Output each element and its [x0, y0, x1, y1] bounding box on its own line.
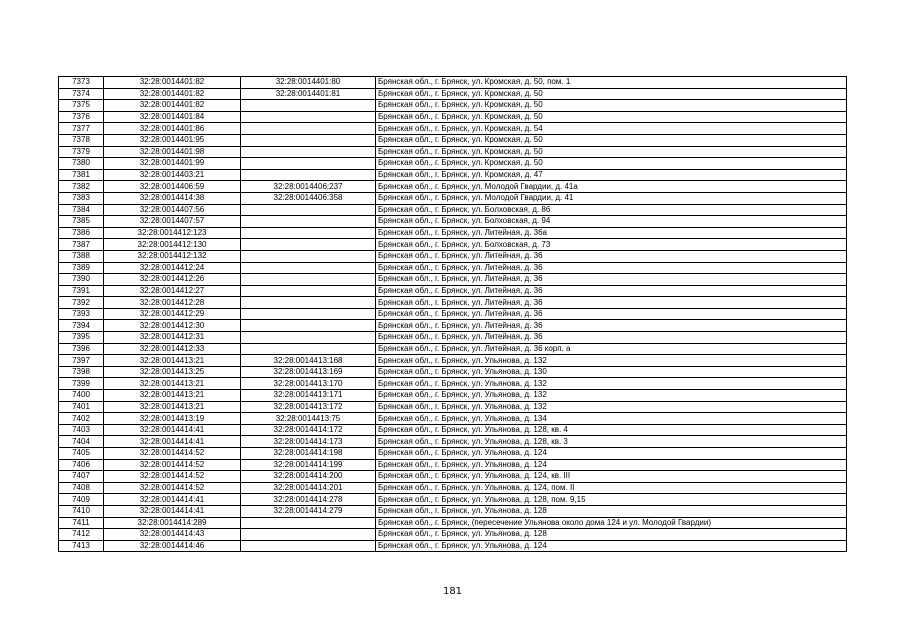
cadastral-number-cell: 32:28:0014412:123 [104, 227, 241, 239]
address-cell: Брянская обл., г. Брянск, ул. Кромская, д. 47 [376, 169, 847, 181]
table-row [59, 494, 847, 506]
sub-cadastral-number-cell: 32:28:0014406:358 [241, 192, 376, 204]
sub-cadastral-number-cell: 32:28:0014414:173 [241, 436, 376, 448]
sub-cadastral-number-cell: 32:28:0014414:201 [241, 482, 376, 494]
table-row [59, 459, 847, 471]
registry-table-body [59, 77, 847, 552]
table-row [59, 320, 847, 332]
address-cell: Брянская обл., г. Брянск, ул. Кромская, д. 50 [376, 111, 847, 123]
cadastral-number-cell: 32:28:0014414:38 [104, 192, 241, 204]
table-row [59, 390, 847, 402]
cadastral-number-cell: 32:28:0014413:21 [104, 390, 241, 402]
sub-cadastral-number-cell: 32:28:0014413:75 [241, 413, 376, 425]
sub-cadastral-number-cell [241, 332, 376, 344]
address-cell: Брянская обл., г. Брянск, ул. Ульянова, д. 128 [376, 505, 847, 517]
cadastral-number-cell: 32:28:0014412:130 [104, 239, 241, 251]
table-row [59, 123, 847, 135]
table-row [59, 448, 847, 460]
sub-cadastral-number-cell [241, 343, 376, 355]
table-row [59, 285, 847, 297]
table-row [59, 111, 847, 123]
address-cell: Брянская обл., г. Брянск, ул. Ульянова, д. 124, пом. II [376, 482, 847, 494]
row-number-cell: 7404 [59, 436, 104, 448]
row-number-cell: 7401 [59, 401, 104, 413]
sub-cadastral-number-cell: 32:28:0014401:80 [241, 77, 376, 89]
address-cell: Брянская обл., г. Брянск, ул. Литейная, д. 36 [376, 297, 847, 309]
row-number-cell: 7400 [59, 390, 104, 402]
address-cell: Брянская обл., г. Брянск, ул. Литейная, д. 36а [376, 227, 847, 239]
cadastral-number-cell: 32:28:0014401:82 [104, 100, 241, 112]
sub-cadastral-number-cell: 32:28:0014413:170 [241, 378, 376, 390]
cadastral-number-cell: 32:28:0014414:41 [104, 494, 241, 506]
table-row [59, 355, 847, 367]
address-cell: Брянская обл., г. Брянск, ул. Ульянова, д. 124 [376, 459, 847, 471]
row-number-cell: 7405 [59, 448, 104, 460]
sub-cadastral-number-cell [241, 216, 376, 228]
cadastral-number-cell: 32:28:0014414:52 [104, 482, 241, 494]
row-number-cell: 7386 [59, 227, 104, 239]
registry-table [58, 76, 847, 552]
table-row [59, 297, 847, 309]
sub-cadastral-number-cell: 32:28:0014413:172 [241, 401, 376, 413]
cadastral-number-cell: 32:28:0014413:25 [104, 366, 241, 378]
table-row [59, 192, 847, 204]
row-number-cell: 7394 [59, 320, 104, 332]
row-number-cell: 7382 [59, 181, 104, 193]
address-cell: Брянская обл., г. Брянск, ул. Ульянова, д. 124 [376, 448, 847, 460]
address-cell: Брянская обл., г. Брянск, (пересечение Ульянова около дома 124 и ул. Молодой Гвардии) [376, 517, 847, 529]
address-cell: Брянская обл., г. Брянск, ул. Ульянова, д. 128, кв. 3 [376, 436, 847, 448]
sub-cadastral-number-cell [241, 285, 376, 297]
cadastral-number-cell: 32:28:0014414:41 [104, 505, 241, 517]
address-cell: Брянская обл., г. Брянск, ул. Ульянова, д. 124 [376, 540, 847, 552]
cadastral-number-cell: 32:28:0014401:82 [104, 88, 241, 100]
address-cell: Брянская обл., г. Брянск, ул. Ульянова, д. 132 [376, 355, 847, 367]
row-number-cell: 7376 [59, 111, 104, 123]
sub-cadastral-number-cell: 32:28:0014414:279 [241, 505, 376, 517]
table-row [59, 332, 847, 344]
table-row [59, 471, 847, 483]
address-cell: Брянская обл., г. Брянск, ул. Литейная, д. 36 [376, 285, 847, 297]
table-row [59, 505, 847, 517]
address-cell: Брянская обл., г. Брянск, ул. Кромская, д. 50 [376, 146, 847, 158]
row-number-cell: 7390 [59, 274, 104, 286]
table-row [59, 262, 847, 274]
cadastral-number-cell: 32:28:0014401:98 [104, 146, 241, 158]
address-cell: Брянская обл., г. Брянск, ул. Кромская, д. 50 [376, 134, 847, 146]
address-cell: Брянская обл., г. Брянск, ул. Литейная, д. 36 [376, 274, 847, 286]
sub-cadastral-number-cell [241, 146, 376, 158]
row-number-cell: 7411 [59, 517, 104, 529]
table-row [59, 401, 847, 413]
address-cell: Брянская обл., г. Брянск, ул. Литейная, д. 36 корп. а [376, 343, 847, 355]
cadastral-number-cell: 32:28:0014401:84 [104, 111, 241, 123]
table-row [59, 482, 847, 494]
sub-cadastral-number-cell: 32:28:0014413:169 [241, 366, 376, 378]
row-number-cell: 7399 [59, 378, 104, 390]
row-number-cell: 7393 [59, 308, 104, 320]
sub-cadastral-number-cell [241, 123, 376, 135]
row-number-cell: 7378 [59, 134, 104, 146]
address-cell: Брянская обл., г. Брянск, ул. Ульянова, д. 128 [376, 529, 847, 541]
cadastral-number-cell: 32:28:0014401:99 [104, 158, 241, 170]
cadastral-number-cell: 32:28:0014407:56 [104, 204, 241, 216]
sub-cadastral-number-cell: 32:28:0014413:168 [241, 355, 376, 367]
table-row [59, 343, 847, 355]
address-cell: Брянская обл., г. Брянск, ул. Молодой Гвардии, д. 41 [376, 192, 847, 204]
table-row [59, 529, 847, 541]
address-cell: Брянская обл., г. Брянск, ул. Литейная, д. 36 [376, 332, 847, 344]
row-number-cell: 7412 [59, 529, 104, 541]
cadastral-number-cell: 32:28:0014412:29 [104, 308, 241, 320]
cadastral-number-cell: 32:28:0014412:24 [104, 262, 241, 274]
sub-cadastral-number-cell [241, 262, 376, 274]
address-cell: Брянская обл., г. Брянск, ул. Болховская, д. 86 [376, 204, 847, 216]
row-number-cell: 7379 [59, 146, 104, 158]
address-cell: Брянская обл., г. Брянск, ул. Ульянова, д. 130 [376, 366, 847, 378]
cadastral-number-cell: 32:28:0014401:86 [104, 123, 241, 135]
row-number-cell: 7392 [59, 297, 104, 309]
table-row [59, 366, 847, 378]
row-number-cell: 7406 [59, 459, 104, 471]
table-row [59, 204, 847, 216]
sub-cadastral-number-cell [241, 204, 376, 216]
row-number-cell: 7373 [59, 77, 104, 89]
table-row [59, 216, 847, 228]
sub-cadastral-number-cell [241, 239, 376, 251]
row-number-cell: 7408 [59, 482, 104, 494]
row-number-cell: 7381 [59, 169, 104, 181]
row-number-cell: 7397 [59, 355, 104, 367]
row-number-cell: 7383 [59, 192, 104, 204]
cadastral-number-cell: 32:28:0014413:21 [104, 355, 241, 367]
row-number-cell: 7387 [59, 239, 104, 251]
sub-cadastral-number-cell: 32:28:0014414:198 [241, 448, 376, 460]
row-number-cell: 7395 [59, 332, 104, 344]
sub-cadastral-number-cell [241, 320, 376, 332]
row-number-cell: 7375 [59, 100, 104, 112]
cadastral-number-cell: 32:28:0014414:43 [104, 529, 241, 541]
address-cell: Брянская обл., г. Брянск, ул. Литейная, д. 36 [376, 250, 847, 262]
address-cell: Брянская обл., г. Брянск, ул. Кромская, д. 50 [376, 158, 847, 170]
row-number-cell: 7398 [59, 366, 104, 378]
address-cell: Брянская обл., г. Брянск, ул. Болховская, д. 94 [376, 216, 847, 228]
sub-cadastral-number-cell: 32:28:0014406:237 [241, 181, 376, 193]
address-cell: Брянская обл., г. Брянск, ул. Ульянова, д. 132 [376, 401, 847, 413]
sub-cadastral-number-cell: 32:28:0014414:200 [241, 471, 376, 483]
table-row [59, 100, 847, 112]
address-cell: Брянская обл., г. Брянск, ул. Болховская, д. 73 [376, 239, 847, 251]
sub-cadastral-number-cell [241, 134, 376, 146]
table-row [59, 77, 847, 89]
cadastral-number-cell: 32:28:0014412:33 [104, 343, 241, 355]
cadastral-number-cell: 32:28:0014414:41 [104, 424, 241, 436]
cadastral-number-cell: 32:28:0014412:30 [104, 320, 241, 332]
table-row [59, 146, 847, 158]
address-cell: Брянская обл., г. Брянск, ул. Ульянова, д. 132 [376, 378, 847, 390]
cadastral-number-cell: 32:28:0014412:26 [104, 274, 241, 286]
sub-cadastral-number-cell: 32:28:0014414:172 [241, 424, 376, 436]
row-number-cell: 7402 [59, 413, 104, 425]
row-number-cell: 7385 [59, 216, 104, 228]
sub-cadastral-number-cell [241, 169, 376, 181]
sub-cadastral-number-cell [241, 111, 376, 123]
row-number-cell: 7380 [59, 158, 104, 170]
address-cell: Брянская обл., г. Брянск, ул. Молодой Гвардии, д. 41а [376, 181, 847, 193]
cadastral-number-cell: 32:28:0014414:46 [104, 540, 241, 552]
table-row [59, 158, 847, 170]
row-number-cell: 7384 [59, 204, 104, 216]
table-row [59, 378, 847, 390]
table-row [59, 134, 847, 146]
address-cell: Брянская обл., г. Брянск, ул. Ульянова, д. 128, пом. 9,15 [376, 494, 847, 506]
cadastral-number-cell: 32:28:0014401:95 [104, 134, 241, 146]
cadastral-number-cell: 32:28:0014407:57 [104, 216, 241, 228]
row-number-cell: 7409 [59, 494, 104, 506]
address-cell: Брянская обл., г. Брянск, ул. Кромская, д. 54 [376, 123, 847, 135]
row-number-cell: 7410 [59, 505, 104, 517]
table-row [59, 517, 847, 529]
sub-cadastral-number-cell: 32:28:0014414:199 [241, 459, 376, 471]
row-number-cell: 7396 [59, 343, 104, 355]
table-row [59, 424, 847, 436]
cadastral-number-cell: 32:28:0014414:289 [104, 517, 241, 529]
cadastral-number-cell: 32:28:0014412:27 [104, 285, 241, 297]
row-number-cell: 7388 [59, 250, 104, 262]
row-number-cell: 7391 [59, 285, 104, 297]
row-number-cell: 7413 [59, 540, 104, 552]
sub-cadastral-number-cell [241, 274, 376, 286]
cadastral-number-cell: 32:28:0014401:82 [104, 77, 241, 89]
sub-cadastral-number-cell [241, 100, 376, 112]
address-cell: Брянская обл., г. Брянск, ул. Ульянова, д. 128, кв. 4 [376, 424, 847, 436]
row-number-cell: 7389 [59, 262, 104, 274]
cadastral-number-cell: 32:28:0014413:19 [104, 413, 241, 425]
address-cell: Брянская обл., г. Брянск, ул. Литейная, д. 36 [376, 262, 847, 274]
sub-cadastral-number-cell [241, 227, 376, 239]
sub-cadastral-number-cell [241, 250, 376, 262]
page-number: 181 [442, 586, 463, 597]
address-cell: Брянская обл., г. Брянск, ул. Ульянова, д. 134 [376, 413, 847, 425]
table-row [59, 436, 847, 448]
sub-cadastral-number-cell: 32:28:0014414:278 [241, 494, 376, 506]
row-number-cell: 7403 [59, 424, 104, 436]
row-number-cell: 7374 [59, 88, 104, 100]
table-row [59, 308, 847, 320]
table-row [59, 88, 847, 100]
sub-cadastral-number-cell: 32:28:0014413:171 [241, 390, 376, 402]
cadastral-number-cell: 32:28:0014414:52 [104, 459, 241, 471]
address-cell: Брянская обл., г. Брянск, ул. Ульянова, д. 132 [376, 390, 847, 402]
cadastral-number-cell: 32:28:0014403:21 [104, 169, 241, 181]
sub-cadastral-number-cell [241, 158, 376, 170]
address-cell: Брянская обл., г. Брянск, ул. Ульянова, д. 124, кв. III [376, 471, 847, 483]
sub-cadastral-number-cell [241, 517, 376, 529]
row-number-cell: 7377 [59, 123, 104, 135]
table-row [59, 181, 847, 193]
cadastral-number-cell: 32:28:0014413:21 [104, 401, 241, 413]
cadastral-number-cell: 32:28:0014406:59 [104, 181, 241, 193]
address-cell: Брянская обл., г. Брянск, ул. Кромская, д. 50 [376, 88, 847, 100]
cadastral-number-cell: 32:28:0014413:21 [104, 378, 241, 390]
table-row [59, 250, 847, 262]
table-row [59, 239, 847, 251]
address-cell: Брянская обл., г. Брянск, ул. Литейная, д. 36 [376, 308, 847, 320]
table-row [59, 413, 847, 425]
row-number-cell: 7407 [59, 471, 104, 483]
cadastral-number-cell: 32:28:0014412:31 [104, 332, 241, 344]
address-cell: Брянская обл., г. Брянск, ул. Кромская, д. 50, пом. 1 [376, 77, 847, 89]
table-row [59, 274, 847, 286]
address-cell: Брянская обл., г. Брянск, ул. Литейная, д. 36 [376, 320, 847, 332]
cadastral-number-cell: 32:28:0014412:132 [104, 250, 241, 262]
address-cell: Брянская обл., г. Брянск, ул. Кромская, д. 50 [376, 100, 847, 112]
sub-cadastral-number-cell [241, 308, 376, 320]
cadastral-number-cell: 32:28:0014412:28 [104, 297, 241, 309]
cadastral-number-cell: 32:28:0014414:52 [104, 448, 241, 460]
table-row [59, 540, 847, 552]
table-row [59, 227, 847, 239]
cadastral-number-cell: 32:28:0014414:41 [104, 436, 241, 448]
sub-cadastral-number-cell [241, 540, 376, 552]
sub-cadastral-number-cell: 32:28:0014401:81 [241, 88, 376, 100]
sub-cadastral-number-cell [241, 529, 376, 541]
sub-cadastral-number-cell [241, 297, 376, 309]
cadastral-number-cell: 32:28:0014414:52 [104, 471, 241, 483]
table-row [59, 169, 847, 181]
